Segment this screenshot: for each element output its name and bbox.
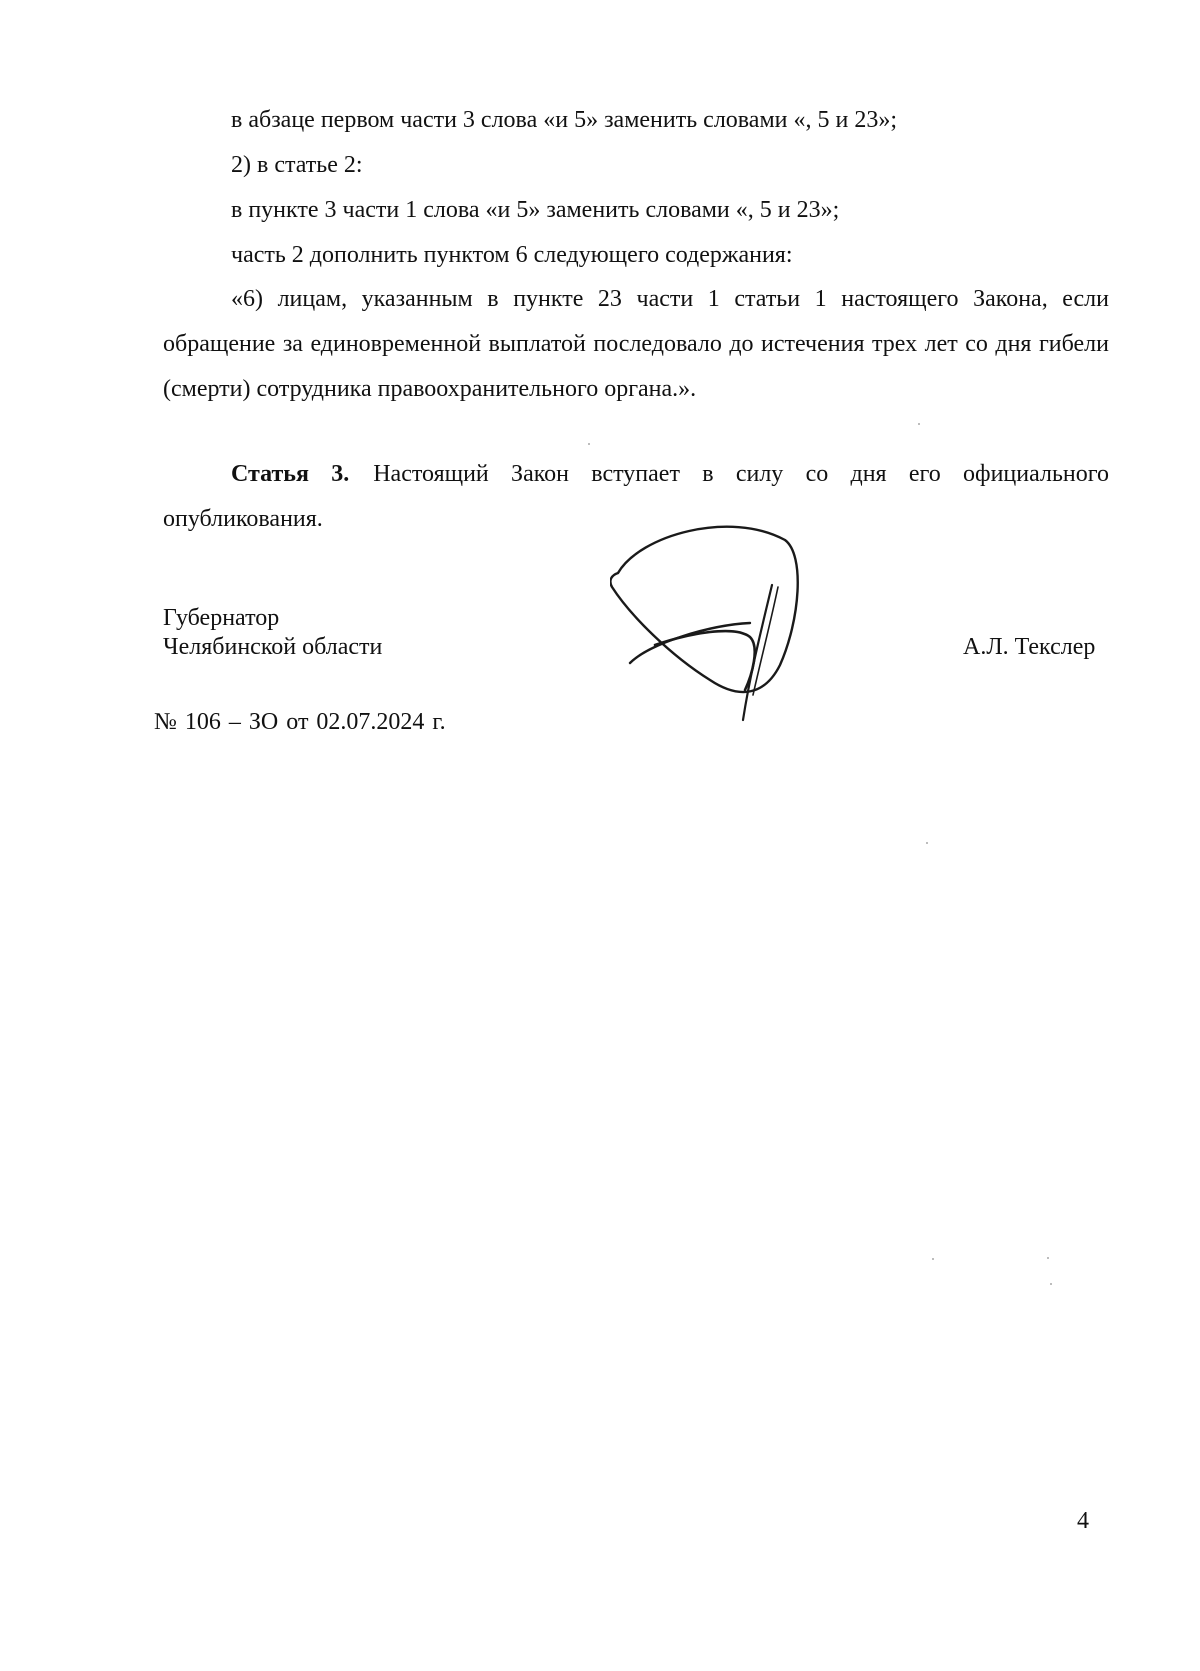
article3-label: Статья 3. xyxy=(231,461,350,487)
scan-speck xyxy=(1050,1283,1052,1285)
position-line-governor: Губернатор xyxy=(163,605,280,631)
page-number: 4 xyxy=(1077,1508,1089,1534)
signatory-position xyxy=(163,604,382,662)
paragraph-amend-item3: в пункте 3 части 1 слова «и 5» заменить словами «, 5 и 23»; xyxy=(231,197,840,223)
position-line-region: Челябинской области xyxy=(163,634,383,660)
paragraph-amend-part3: в абзаце первом части 3 слова «и 5» заменить словами «, 5 и 23»; xyxy=(231,107,897,133)
paragraph-item6-text: «6) лицам, указанным в пункте 23 части 1 статьи 1 настоящего Закона, если обращение за единовременной выплатой последовало до истечения трех лет со дня гибели (смерти) сотрудника правоохранительного органа.». xyxy=(163,286,1109,402)
law-number-date: № 106 – ЗО от 02.07.2024 г. xyxy=(154,709,446,735)
scan-speck xyxy=(588,443,590,445)
paragraph-add-item6: часть 2 дополнить пунктом 6 следующего содержания: xyxy=(231,242,793,268)
scan-speck xyxy=(926,842,928,844)
scan-speck xyxy=(918,423,920,425)
handwritten-signature xyxy=(610,525,830,745)
scan-speck xyxy=(932,1258,934,1260)
paragraph-article2-heading: 2) в статье 2: xyxy=(231,152,363,178)
scan-speck xyxy=(1047,1257,1049,1259)
signer-name: А.Л. Текслер xyxy=(963,634,1096,660)
article3-text: Настоящий Закон вступает в силу со дня его официального опубликования. xyxy=(163,461,1109,532)
